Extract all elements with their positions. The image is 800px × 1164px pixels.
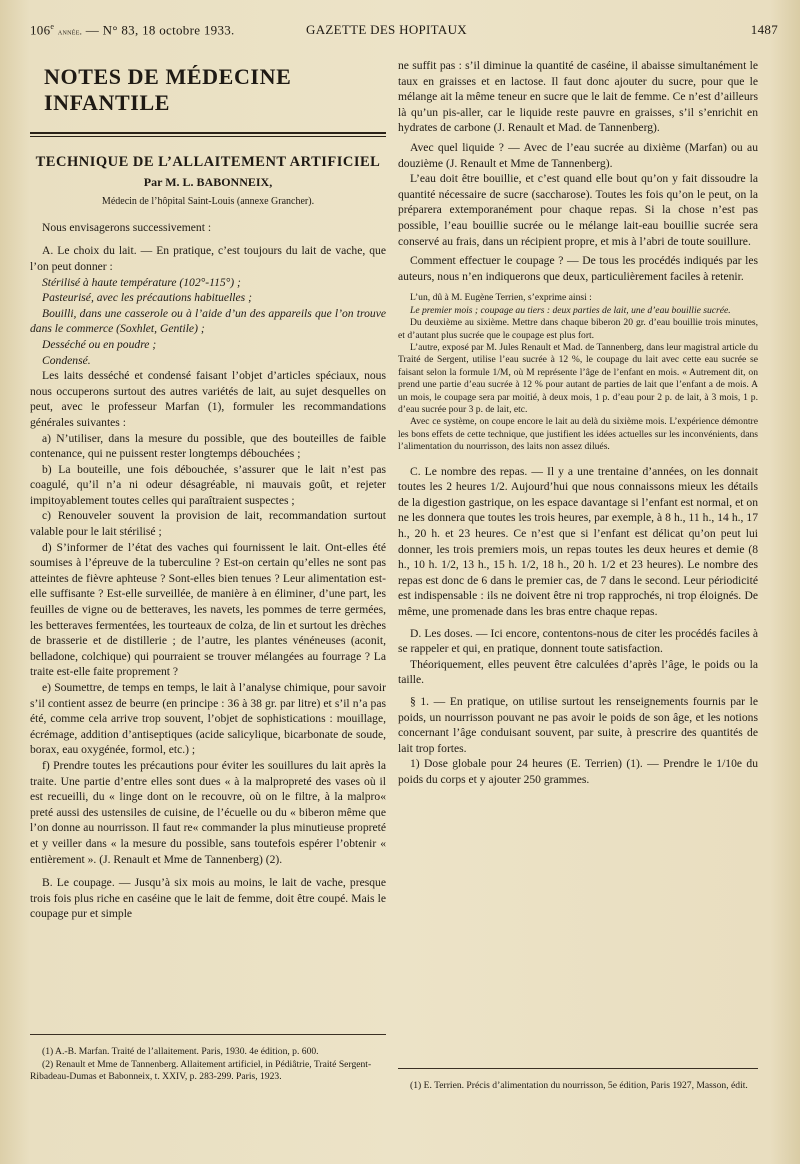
section-rule bbox=[30, 132, 386, 134]
paragraph: § 1. — En pratique, on utilise surtout les renseignements fournis par le poids, un nourrisson pouvant ne pas avoir le poids de son âge, et les notions concernant l’âge conduisant souvent, par suite, à prescrire des quantités de lait trop fortes. bbox=[398, 694, 758, 755]
paragraph: b) La bouteille, une fois débouchée, s’assurer que le lait n’est pas coagulé, qu’il n’a ni odeur désagréable, ni mauvais goût, et rejeter impitoyablement toutes celles qui paraîtraient suspectes ; bbox=[30, 462, 386, 507]
left-footnotes bbox=[30, 1046, 386, 1084]
paragraph: Bouilli, dans une casserole ou à l’aide d’un des appareils que l’on trouve dans le commerce (Soxhlet, Gentile) ; bbox=[30, 306, 386, 336]
quote: Le premier mois ; coupage au tiers : deux parties de lait, une d’eau bouillie sucrée. bbox=[410, 304, 731, 316]
paragraph: f) Prendre toutes les précautions pour éviter les souillures du lait après la traite. Une partie d’entre elles sont dues « à la malpropreté des vases où il est recueilli, du « linge dont on le recouvre, où on le filtre, à la malpro« preté aussi des ustensiles de cuisine, de l’écuelle ou du « biberon même que l’on donne au nourrisson. Il faut re« commander la plus minutieuse propreté et y veiller dans « la mesure du possible, sans toutefois espérer l’obtenir « entièrement ». (J. Renault et Mme de Tannenberg) (2). bbox=[30, 758, 386, 866]
paragraph: Pasteurisé, avec les précautions habituelles ; bbox=[42, 291, 252, 305]
paragraph: c) Renouveler souvent la provision de lait, recommandation surtout valable pour le lait stérilisé ; bbox=[30, 509, 386, 539]
paragraph: A. Le choix du lait. — En pratique, c’est toujours du lait de vache, que l’on peut donner : bbox=[30, 244, 386, 273]
quote: L’un, dû à M. Eugène Terrien, s’exprime ainsi : bbox=[410, 292, 592, 304]
paragraph: a) N’utiliser, dans la mesure du possible, que des bouteilles de faible contenance, qui ne puissent rester longtemps débouchées ; bbox=[30, 431, 386, 461]
header-journal: GAZETTE DES HOPITAUX bbox=[306, 22, 467, 37]
author-affiliation: Médecin de l’hôpital Saint-Louis (annexe Grancher). bbox=[101, 196, 315, 208]
paragraph: Avec quel liquide ? — Avec de l’eau sucrée au dixième (Marfan) ou au douzième (J. Renault et Mme de Tannenberg). bbox=[398, 140, 758, 170]
header-issue: 106e année. — N° 83, 18 octobre 1933. bbox=[30, 22, 235, 38]
footnote: (1) A.-B. Marfan. Traité de l’allaitement. Paris, 1930. 4e édition, p. 600. bbox=[42, 1046, 319, 1057]
footnote-rule bbox=[30, 1034, 386, 1035]
paragraph: e) Soumettre, de temps en temps, le lait à l’analyse chimique, pour savoir s’il contient assez de beurre (en principe : 36 à 38 gr. par litre) et s’il n’a pas été, comme cela arrive trop souvent, l’objet de sophistications : mouillage, écrémage, addition d’antiseptiques (acide salicylique, bicarbonate de soude, borax, eau oxygénée, formol, etc.) ; bbox=[30, 681, 386, 757]
paragraph: D. Les doses. — Ici encore, contentons-nous de citer les procédés faciles à se rappeler et qui, en pratique, donnent toute satisfaction. bbox=[398, 626, 758, 656]
paragraph: ne suffit pas : s’il diminue la quantité de caséine, il abaisse simultanément le taux en graisses et en lactose. Il faut donc ajouter du sucre, pour que le mélange ait la même teneur en sucre que le lait de femme. Ce n’est d’ailleurs là qu’un pis-aller, car le liquide reste pauvre en graisses, s’il s’enrichit en hydrates de carbone (J. Renault et Mad. de Tannenberg). bbox=[398, 59, 758, 135]
right-footnotes bbox=[398, 1080, 758, 1093]
right-column bbox=[398, 58, 758, 787]
footnote-rule bbox=[398, 1068, 758, 1069]
running-header bbox=[30, 22, 778, 42]
paragraph: Théoriquement, elles peuvent être calculées d’après l’âge, le poids ou la taille. bbox=[398, 657, 758, 687]
footnote: (2) Renault et Mme de Tannenberg. Allaitement artificiel, in Pédiâtrie, Traité Sergent-Ribadeau-Dumas et Babonneix, t. XXIV, p. 283-299. Paris, 1923. bbox=[30, 1058, 372, 1083]
paragraph: L’eau doit être bouillie, et c’est quand elle bout qu’on y fait dissoudre la quantité nécessaire de sucre (saccharose). Toutes les fois qu’on le peut, on la préparera extemporanément pour chaque repas. Si la chose n’est pas possible, l’eau bouillie sucrée ou le mélange lait-eau bouillie sucrée sera conservé au frais, dans un récipient propre, et mis à l’abri de toute souillure. bbox=[398, 172, 758, 248]
paragraph: C. Le nombre des repas. — Il y a une trentaine d’années, on les donnait toutes les 2 heures 1/2. Aujourd’hui que nous connaissons mieux les détails de la digestion gastrique, on les espace davantage si l’enfant est normal, et on ne les donnera que toutes les trois heures, par exemple, à 8 h., 11 h., 14 h., 17 h., 20 h. et 23 heures. Ce n’est que si l’enfant est délicat qu’on peut lui donner, les trois premiers mois, un repas toutes les deux heures et demie (8 h., 10 h. 1/2, 13 h., 15 h. 1/2, 18 h., 20 h. 1/2 et 23 heures). Le nombre des repas est donc de 6 dans le premier cas, de 7 dans le second. Leur périodicité est indispensable : ils ne doivent être ni trop rapprochés, ni trop éloignés. De même, une promenade dans les bras entre chaque repas. bbox=[398, 464, 758, 618]
paragraph: 1) Dose globale pour 24 heures (E. Terrien) (1). — Prendre le 1/10e du poids du corps et y ajouter 250 grammes. bbox=[398, 757, 758, 786]
article-author: Par M. L. BABONNEIX, bbox=[143, 174, 273, 189]
section-rule-thin bbox=[30, 136, 386, 137]
footnote: (1) E. Terrien. Précis d’alimentation du nourrisson, 5e édition, Paris 1927, Masson, édit. bbox=[410, 1080, 748, 1091]
article-title: TECHNIQUE DE L’ALLAITEMENT ARTIFICIEL bbox=[35, 154, 381, 170]
paragraph: B. Le coupage. — Jusqu’à six mois au moins, le lait de vache, presque trois fois plus riche en caséine que le lait de femme, doit être coupé. Mais le coupage pur et simple bbox=[30, 876, 386, 921]
left-column bbox=[30, 58, 386, 922]
paragraph: Condensé. bbox=[42, 353, 91, 367]
paragraph: Nous envisagerons successivement : bbox=[42, 220, 212, 234]
paragraph: Stérilisé à haute température (102°-115°) ; bbox=[42, 275, 241, 289]
quote: L’autre, exposé par M. Jules Renault et Mad. de Tannenberg, dans leur magistral article du Traité de Sergent, utilise l’eau sucrée à 12 %, le coupage du lait avec cette eau sucrée se faisant selon la formule 1/M, où M représente l’âge de l’enfant en mois. « Autrement dit, on prend une partie d’eau sucrée à 12 % pour autant de parties de lait que l’enfant a de mois. A un mois, le coupage sera par moitié, à deux mois, 1 p. d’eau pour 2 p. de lait, à 3 mois, 1 p. d’eau sucrée pour 3 p. de lait, etc. bbox=[398, 341, 758, 415]
paragraph: Comment effectuer le coupage ? — De tous les procédés indiqués par les auteurs, nous n’en indiquerons que deux, particulièrement faciles à retenir. bbox=[398, 254, 758, 283]
section-title: NOTES DE MÉDECINE INFANTILE bbox=[44, 64, 292, 115]
header-page-number: 1487 bbox=[750, 22, 778, 37]
quote: Avec ce système, on coupe encore le lait au delà du sixième mois. L’expérience démontre les bons effets de cette technique, que justifient les idées actuelles sur les inconvénients, dans l’alimentation du nourrisson, des laits non assez dilués. bbox=[398, 416, 758, 453]
quote: Du deuxième au sixième. Mettre dans chaque biberon 20 gr. d’eau bouillie trois minutes, et d’autant plus sucrée que le coupage est plus fort. bbox=[398, 317, 758, 341]
paragraph: Les laits desséché et condensé faisant l’objet d’articles spéciaux, nous nous occuperons surtout des autres variétés de lait, au sujet desquelles on peut, avec le professeur Marfan (1), formuler les recommandations générales suivantes : bbox=[30, 369, 386, 429]
paragraph: Desséché ou en poudre ; bbox=[42, 337, 157, 351]
paragraph: d) S’informer de l’état des vaches qui fournissent le lait. Ont-elles été soumises à l’épreuve de la tuberculine ? Est-on certain qu’elles ne sont pas atteintes de fièvre aphteuse ? Sont-elles bien tenues ? Leur alimentation est-elle suffisante ? Est-elle surveillée, de manière à en éliminer, d’une part, les feuilles de vigne ou de betteraves, les navets, les pommes de terre germées, les betteraves fermentées, les tourteaux de colza, de lin et surtout les drèches de brasserie et de distillerie ; de l’autre, les plantes vénéneuses (aconit, belladone, colchique) qui pourraient se trouver mélangées au fourrage ? La traite est-elle faite proprement ? bbox=[30, 540, 386, 679]
